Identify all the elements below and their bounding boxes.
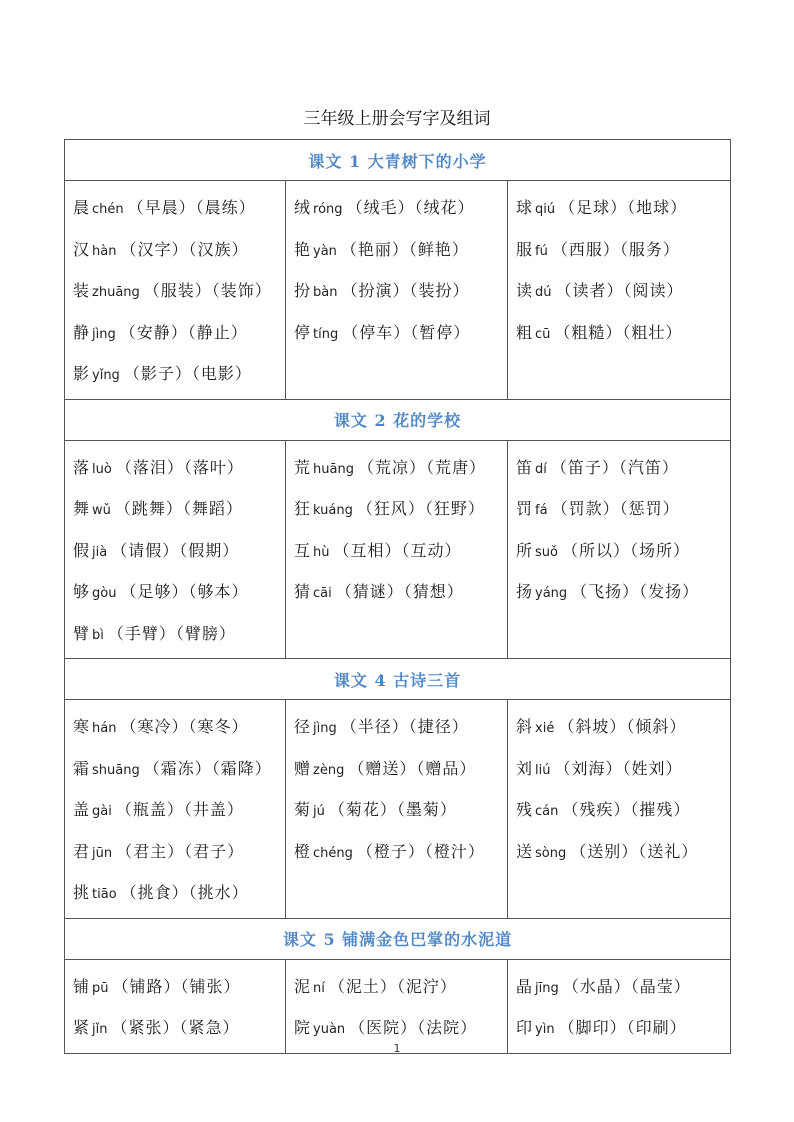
word-combinations: （安静）（静止） [119, 322, 248, 342]
word-column [286, 700, 508, 919]
pinyin-label: yàn [313, 243, 337, 259]
pinyin-label: jìng [313, 721, 337, 736]
hanzi-character: 橙 [294, 841, 311, 861]
lesson-words-row [65, 959, 731, 1053]
word-entry [73, 353, 285, 395]
hanzi-character: 绒 [294, 198, 311, 217]
word-column [508, 700, 731, 919]
word-entry [294, 229, 507, 271]
word-combinations: （落泪）（落叶） [115, 457, 244, 477]
hanzi-character: 粗 [516, 322, 533, 342]
word-combinations: （早晨）（晨练） [127, 198, 256, 217]
word-entry [73, 270, 285, 312]
word-combinations: （紧张）（紧急） [111, 1018, 240, 1037]
hanzi-character: 够 [73, 582, 90, 601]
word-combinations: （粗糙）（粗壮） [554, 322, 683, 342]
pinyin-label: huāng [313, 461, 354, 477]
pinyin-label: luò [92, 461, 112, 477]
word-combinations: （跳舞）（舞蹈） [114, 499, 243, 518]
word-entry [73, 187, 285, 229]
word-combinations: （请假）（假期） [111, 540, 240, 560]
word-entry [516, 706, 730, 748]
hanzi-character: 扬 [516, 582, 533, 601]
word-entry [73, 706, 285, 748]
pinyin-label: cán [535, 804, 559, 819]
word-column [65, 959, 286, 1053]
hanzi-character: 互 [294, 540, 311, 560]
lesson-heading: 课文 2 花的学校 [65, 399, 731, 440]
word-combinations: （艳丽）（鲜艳） [340, 239, 469, 259]
word-entry [516, 312, 730, 354]
pinyin-label: fá [535, 503, 548, 518]
word-entry [516, 229, 730, 271]
word-entry [73, 966, 285, 1008]
word-combinations: （橙子）（橙汁） [356, 841, 485, 861]
word-column [65, 181, 286, 400]
word-entry [294, 312, 507, 354]
pinyin-label: cū [535, 326, 551, 342]
pinyin-label: chéng [313, 845, 353, 861]
word-combinations: （笛子）（汽笛） [550, 457, 679, 477]
lesson-heading-row [65, 140, 731, 181]
page-title: 三年级上册会写字及组词 [303, 109, 491, 129]
word-combinations: （残疾）（摧残） [562, 800, 691, 819]
pinyin-label: yáng [535, 586, 568, 601]
word-combinations: （斜坡）（倾斜） [558, 717, 687, 736]
hanzi-character: 影 [73, 364, 90, 383]
word-combinations: （荒凉）（荒唐） [357, 457, 486, 477]
word-combinations: （足够）（够本） [120, 582, 249, 601]
word-combinations: （脚印）（印刷） [558, 1018, 687, 1037]
hanzi-character: 晶 [516, 976, 533, 996]
word-combinations: （汉字）（汉族） [120, 239, 249, 259]
hanzi-character: 残 [516, 800, 533, 819]
pinyin-label: bàn [313, 285, 338, 300]
hanzi-character: 印 [516, 1018, 533, 1037]
hanzi-character: 服 [516, 239, 533, 259]
pinyin-label: chén [92, 202, 124, 217]
pinyin-label: pū [92, 980, 109, 996]
word-combinations: （赠送）（赠品） [348, 758, 477, 778]
pinyin-label: dí [535, 461, 547, 477]
pinyin-label: yìn [535, 1022, 555, 1037]
pinyin-label: jīng [535, 980, 559, 996]
page-number: 1 [393, 1042, 401, 1055]
pinyin-label: jūn [92, 845, 113, 861]
hanzi-character: 落 [73, 457, 90, 477]
lesson-heading-row [65, 399, 731, 440]
word-entry [73, 229, 285, 271]
hanzi-character: 盖 [73, 800, 90, 819]
word-entry [294, 488, 507, 530]
word-entry [294, 706, 507, 748]
word-entry [73, 789, 285, 831]
hanzi-character: 狂 [294, 499, 311, 518]
word-combinations: （罚款）（惩罚） [551, 499, 680, 518]
hanzi-character: 晨 [73, 198, 90, 217]
pinyin-label: gòu [92, 586, 117, 601]
word-entry [294, 187, 507, 229]
word-entry [516, 831, 730, 873]
word-combinations: （足球）（地球） [559, 198, 688, 217]
hanzi-character: 斜 [516, 717, 533, 736]
lesson-heading-row [65, 918, 731, 959]
lesson-heading: 课文 5 铺满金色巴掌的水泥道 [65, 918, 731, 959]
hanzi-character: 送 [516, 841, 533, 861]
hanzi-character: 笛 [516, 457, 533, 477]
hanzi-character: 径 [294, 717, 311, 736]
hanzi-character: 罚 [516, 499, 533, 518]
pinyin-label: xié [535, 721, 555, 736]
pinyin-label: liú [535, 762, 551, 778]
word-entry [516, 571, 730, 613]
pinyin-label: tíng [313, 326, 339, 342]
word-combinations: （铺路）（铺张） [112, 976, 241, 996]
pinyin-label: yuàn [313, 1022, 346, 1037]
pinyin-label: jǐn [92, 1022, 108, 1037]
word-entry [516, 270, 730, 312]
hanzi-character: 紧 [73, 1018, 90, 1037]
pinyin-label: róng [313, 202, 343, 217]
hanzi-character: 所 [516, 540, 533, 560]
word-entry [73, 488, 285, 530]
pinyin-label: yǐng [92, 368, 120, 383]
word-combinations: （瓶盖）（井盖） [115, 800, 244, 819]
word-combinations: （绒毛）（绒花） [346, 198, 475, 217]
word-entry [294, 789, 507, 831]
hanzi-character: 挑 [73, 883, 90, 902]
pinyin-label: suǒ [535, 544, 558, 560]
word-combinations: （飞扬）（发扬） [571, 582, 700, 601]
word-column [65, 440, 286, 659]
lesson-heading: 课文 4 古诗三首 [65, 659, 731, 700]
word-combinations: （挑食）（挑水） [120, 883, 249, 902]
pinyin-label: hán [92, 721, 117, 736]
word-entry [73, 613, 285, 655]
word-combinations: （送别）（送礼） [570, 841, 699, 861]
word-combinations: （猜谜）（猜想） [335, 582, 464, 601]
word-entry [516, 966, 730, 1008]
word-column [508, 959, 731, 1053]
hanzi-character: 猜 [294, 582, 311, 601]
word-column [65, 700, 286, 919]
word-combinations: （水晶）（晶莹） [562, 976, 691, 996]
pinyin-label: hàn [92, 243, 117, 259]
word-entry [73, 530, 285, 572]
pinyin-label: cāi [313, 586, 332, 601]
word-combinations: （影子）（电影） [123, 364, 252, 383]
pinyin-label: fú [535, 243, 548, 259]
pinyin-label: zhuāng [92, 285, 140, 300]
word-entry [73, 831, 285, 873]
word-combinations: （西服）（服务） [551, 239, 680, 259]
hanzi-character: 霜 [73, 758, 90, 778]
lesson-words-row [65, 700, 731, 919]
word-combinations: （菊花）（墨菊） [328, 800, 457, 819]
hanzi-character: 假 [73, 540, 90, 560]
hanzi-character: 泥 [294, 976, 311, 996]
lesson-words-row [65, 440, 731, 659]
hanzi-character: 赠 [294, 758, 311, 778]
hanzi-character: 舞 [73, 499, 90, 518]
word-entry [294, 966, 507, 1008]
lesson-words-row [65, 181, 731, 400]
word-entry [294, 831, 507, 873]
pinyin-label: sòng [535, 845, 567, 861]
pinyin-label: qiú [535, 202, 556, 217]
pinyin-label: dú [535, 285, 552, 300]
word-entry [73, 748, 285, 790]
pinyin-label: gài [92, 804, 112, 819]
word-combinations: （所以）（场所） [561, 540, 690, 560]
word-table [64, 139, 731, 1054]
pinyin-label: bì [92, 627, 104, 643]
word-combinations: （停车）（暂停） [342, 322, 471, 342]
pinyin-label: ní [313, 980, 325, 996]
hanzi-character: 院 [294, 1018, 311, 1037]
hanzi-character: 装 [73, 281, 90, 300]
word-combinations: （手臂）（臂膀） [107, 623, 236, 643]
word-combinations: （医院）（法院） [349, 1018, 478, 1037]
hanzi-character: 静 [73, 322, 90, 342]
word-combinations: （寒冷）（寒冬） [120, 717, 249, 736]
lesson-heading: 课文 1 大青树下的小学 [65, 140, 731, 181]
word-entry [294, 748, 507, 790]
hanzi-character: 艳 [294, 239, 311, 259]
word-entry [73, 312, 285, 354]
word-entry [516, 748, 730, 790]
word-entry [294, 270, 507, 312]
pinyin-label: kuáng [313, 503, 353, 518]
word-combinations: （服装）（装饰） [143, 281, 272, 300]
hanzi-character: 读 [516, 281, 533, 300]
word-combinations: （霜冻）（霜降） [143, 758, 272, 778]
hanzi-character: 君 [73, 841, 90, 861]
word-entry [516, 447, 730, 489]
word-entry [516, 488, 730, 530]
pinyin-label: jià [92, 544, 108, 560]
word-combinations: （互相）（互动） [333, 540, 462, 560]
pinyin-label: jìng [92, 326, 116, 342]
hanzi-character: 铺 [73, 976, 90, 996]
word-combinations: （读者）（阅读） [555, 281, 684, 300]
word-entry [294, 571, 507, 613]
word-combinations: （泥土）（泥泞） [328, 976, 457, 996]
hanzi-character: 菊 [294, 800, 311, 819]
word-entry [73, 872, 285, 914]
word-entry [516, 530, 730, 572]
word-column [508, 440, 731, 659]
word-column [508, 181, 731, 400]
word-entry [73, 571, 285, 613]
pinyin-label: zèng [313, 762, 345, 778]
hanzi-character: 球 [516, 198, 533, 217]
hanzi-character: 汉 [73, 239, 90, 259]
lesson-heading-row [65, 659, 731, 700]
pinyin-label: hù [313, 544, 330, 560]
hanzi-character: 臂 [73, 623, 90, 643]
word-column [286, 440, 508, 659]
word-entry [294, 530, 507, 572]
word-combinations: （扮演）（装扮） [341, 281, 470, 300]
word-entry [516, 187, 730, 229]
hanzi-character: 寒 [73, 717, 90, 736]
word-combinations: （狂风）（狂野） [356, 499, 485, 518]
word-entry [73, 447, 285, 489]
pinyin-label: tiāo [92, 887, 117, 902]
word-combinations: （半径）（捷径） [340, 717, 469, 736]
hanzi-character: 扮 [294, 281, 311, 300]
hanzi-character: 刘 [516, 758, 533, 778]
word-combinations: （刘海）（姓刘） [554, 758, 683, 778]
hanzi-character: 荒 [294, 457, 311, 477]
pinyin-label: shuāng [92, 762, 140, 778]
word-column [286, 959, 508, 1053]
hanzi-character: 停 [294, 322, 311, 342]
pinyin-label: jú [313, 804, 325, 819]
word-column [286, 181, 508, 400]
word-combinations: （君主）（君子） [116, 841, 245, 861]
word-entry [294, 447, 507, 489]
word-entry [516, 789, 730, 831]
pinyin-label: wǔ [92, 503, 111, 518]
